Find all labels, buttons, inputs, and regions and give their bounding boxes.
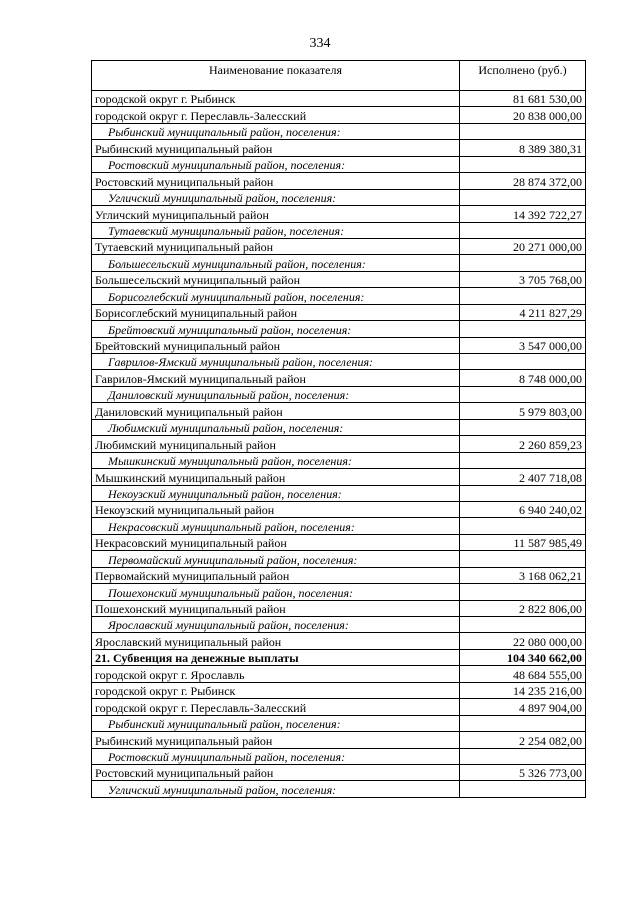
row-label: Брейтовский муниципальный район, поселения: — [92, 321, 460, 337]
group-header-row — [92, 189, 586, 205]
table-row — [92, 699, 586, 715]
row-value: 3 705 768,00 — [460, 271, 586, 287]
row-label: Любимский муниципальный район — [92, 436, 460, 452]
row-label: Рыбинский муниципальный район, поселения: — [92, 715, 460, 731]
table-row — [92, 206, 586, 222]
row-label: Угличский муниципальный район, поселения: — [92, 189, 460, 205]
group-header-row — [92, 255, 586, 271]
row-value — [460, 386, 586, 402]
row-label: Брейтовский муниципальный район — [92, 337, 460, 353]
row-value — [460, 419, 586, 435]
row-label: Мышкинский муниципальный район, поселения: — [92, 452, 460, 468]
row-label: Рыбинский муниципальный район — [92, 732, 460, 748]
row-label: городской округ г. Рыбинск — [92, 682, 460, 698]
group-header-row — [92, 617, 586, 633]
group-header-row — [92, 584, 586, 600]
table-row — [92, 304, 586, 320]
table-row — [92, 682, 586, 698]
table-row — [92, 732, 586, 748]
row-label: Первомайский муниципальный район, поселения: — [92, 551, 460, 567]
row-label: Мышкинский муниципальный район — [92, 469, 460, 485]
row-value — [460, 156, 586, 172]
row-value: 2 407 718,08 — [460, 469, 586, 485]
table-row — [92, 173, 586, 189]
row-value: 8 748 000,00 — [460, 370, 586, 386]
row-label: городской округ г. Переславль-Залесский — [92, 107, 460, 123]
row-value: 20 838 000,00 — [460, 107, 586, 123]
table-row — [92, 501, 586, 517]
row-value: 8 389 380,31 — [460, 140, 586, 156]
row-value: 5 979 803,00 — [460, 403, 586, 419]
row-value: 28 874 372,00 — [460, 173, 586, 189]
row-value — [460, 321, 586, 337]
column-header-name: Наименование показателя — [92, 61, 460, 91]
group-header-row — [92, 781, 586, 797]
row-label: Некрасовский муниципальный район, поселения: — [92, 518, 460, 534]
row-value: 5 326 773,00 — [460, 764, 586, 780]
row-value: 81 681 530,00 — [460, 91, 586, 107]
group-header-row — [92, 222, 586, 238]
table-row — [92, 633, 586, 649]
row-label: Даниловский муниципальный район, поселения: — [92, 386, 460, 402]
table-row — [92, 337, 586, 353]
row-value — [460, 617, 586, 633]
row-value: 2 822 806,00 — [460, 600, 586, 616]
row-value: 14 392 722,27 — [460, 206, 586, 222]
row-value — [460, 452, 586, 468]
row-value: 22 080 000,00 — [460, 633, 586, 649]
row-value — [460, 222, 586, 238]
row-value — [460, 288, 586, 304]
row-value: 4 211 827,29 — [460, 304, 586, 320]
row-label: Рыбинский муниципальный район — [92, 140, 460, 156]
row-value — [460, 255, 586, 271]
row-label: Борисоглебский муниципальный район — [92, 304, 460, 320]
row-label: городской округ г. Ярославль — [92, 666, 460, 682]
row-value: 20 271 000,00 — [460, 238, 586, 254]
group-header-row — [92, 288, 586, 304]
row-value: 6 940 240,02 — [460, 501, 586, 517]
row-label: Некоузский муниципальный район, поселения: — [92, 485, 460, 501]
row-label: городской округ г. Переславль-Залесский — [92, 699, 460, 715]
row-label: Даниловский муниципальный район — [92, 403, 460, 419]
group-header-row — [92, 156, 586, 172]
row-label: Ростовский муниципальный район — [92, 764, 460, 780]
row-label: Угличский муниципальный район, поселения: — [92, 781, 460, 797]
group-header-row — [92, 321, 586, 337]
page-number: 334 — [309, 36, 331, 51]
row-label: Любимский муниципальный район, поселения: — [92, 419, 460, 435]
section-total-row — [92, 649, 586, 665]
row-value: 14 235 216,00 — [460, 682, 586, 698]
row-value — [460, 715, 586, 731]
row-label: Ростовский муниципальный район — [92, 173, 460, 189]
table-row — [92, 370, 586, 386]
row-label: Ростовский муниципальный район, поселения: — [92, 748, 460, 764]
table-row — [92, 107, 586, 123]
row-value: 3 547 000,00 — [460, 337, 586, 353]
row-value: 48 684 555,00 — [460, 666, 586, 682]
row-label: Ярославский муниципальный район — [92, 633, 460, 649]
row-label: 21. Субвенция на денежные выплаты — [92, 649, 460, 665]
table-row — [92, 238, 586, 254]
table-row — [92, 666, 586, 682]
table-row — [92, 436, 586, 452]
table-body — [92, 91, 586, 798]
row-value: 3 168 062,21 — [460, 567, 586, 583]
budget-table — [91, 60, 586, 798]
group-header-row — [92, 386, 586, 402]
row-label: Гаврилов-Ямский муниципальный район — [92, 370, 460, 386]
row-value — [460, 551, 586, 567]
row-label: Борисоглебский муниципальный район, поселения: — [92, 288, 460, 304]
row-label: Тутаевский муниципальный район, поселения: — [92, 222, 460, 238]
row-label: Пошехонский муниципальный район — [92, 600, 460, 616]
group-header-row — [92, 518, 586, 534]
row-label: Некоузский муниципальный район — [92, 501, 460, 517]
row-value: 2 260 859,23 — [460, 436, 586, 452]
row-value: 2 254 082,00 — [460, 732, 586, 748]
group-header-row — [92, 551, 586, 567]
group-header-row — [92, 748, 586, 764]
row-label: Рыбинский муниципальный район, поселения: — [92, 123, 460, 139]
table-row — [92, 534, 586, 550]
row-label: Угличский муниципальный район — [92, 206, 460, 222]
table-row — [92, 600, 586, 616]
table-row — [92, 403, 586, 419]
table-header-row — [92, 61, 586, 91]
group-header-row — [92, 354, 586, 370]
row-label: Гаврилов-Ямский муниципальный район, поселения: — [92, 354, 460, 370]
row-value — [460, 584, 586, 600]
row-value: 11 587 985,49 — [460, 534, 586, 550]
row-label: Ростовский муниципальный район, поселения: — [92, 156, 460, 172]
table-row — [92, 271, 586, 287]
row-value — [460, 485, 586, 501]
row-value — [460, 518, 586, 534]
row-value: 104 340 662,00 — [460, 649, 586, 665]
row-label: Пошехонский муниципальный район, поселения: — [92, 584, 460, 600]
row-label: Большесельский муниципальный район, поселения: — [92, 255, 460, 271]
group-header-row — [92, 715, 586, 731]
group-header-row — [92, 123, 586, 139]
group-header-row — [92, 485, 586, 501]
row-label: Большесельский муниципальный район — [92, 271, 460, 287]
row-label: городской округ г. Рыбинск — [92, 91, 460, 107]
column-header-value: Исполнено (руб.) — [460, 61, 586, 91]
row-label: Некрасовский муниципальный район — [92, 534, 460, 550]
table-row — [92, 140, 586, 156]
row-label: Ярославский муниципальный район, поселения: — [92, 617, 460, 633]
group-header-row — [92, 419, 586, 435]
row-value — [460, 189, 586, 205]
row-value — [460, 123, 586, 139]
row-value: 4 897 904,00 — [460, 699, 586, 715]
table-row — [92, 567, 586, 583]
row-label: Тутаевский муниципальный район — [92, 238, 460, 254]
table-row — [92, 91, 586, 107]
row-value — [460, 781, 586, 797]
row-label: Первомайский муниципальный район — [92, 567, 460, 583]
table-row — [92, 764, 586, 780]
row-value — [460, 354, 586, 370]
row-value — [460, 748, 586, 764]
group-header-row — [92, 452, 586, 468]
table-row — [92, 469, 586, 485]
